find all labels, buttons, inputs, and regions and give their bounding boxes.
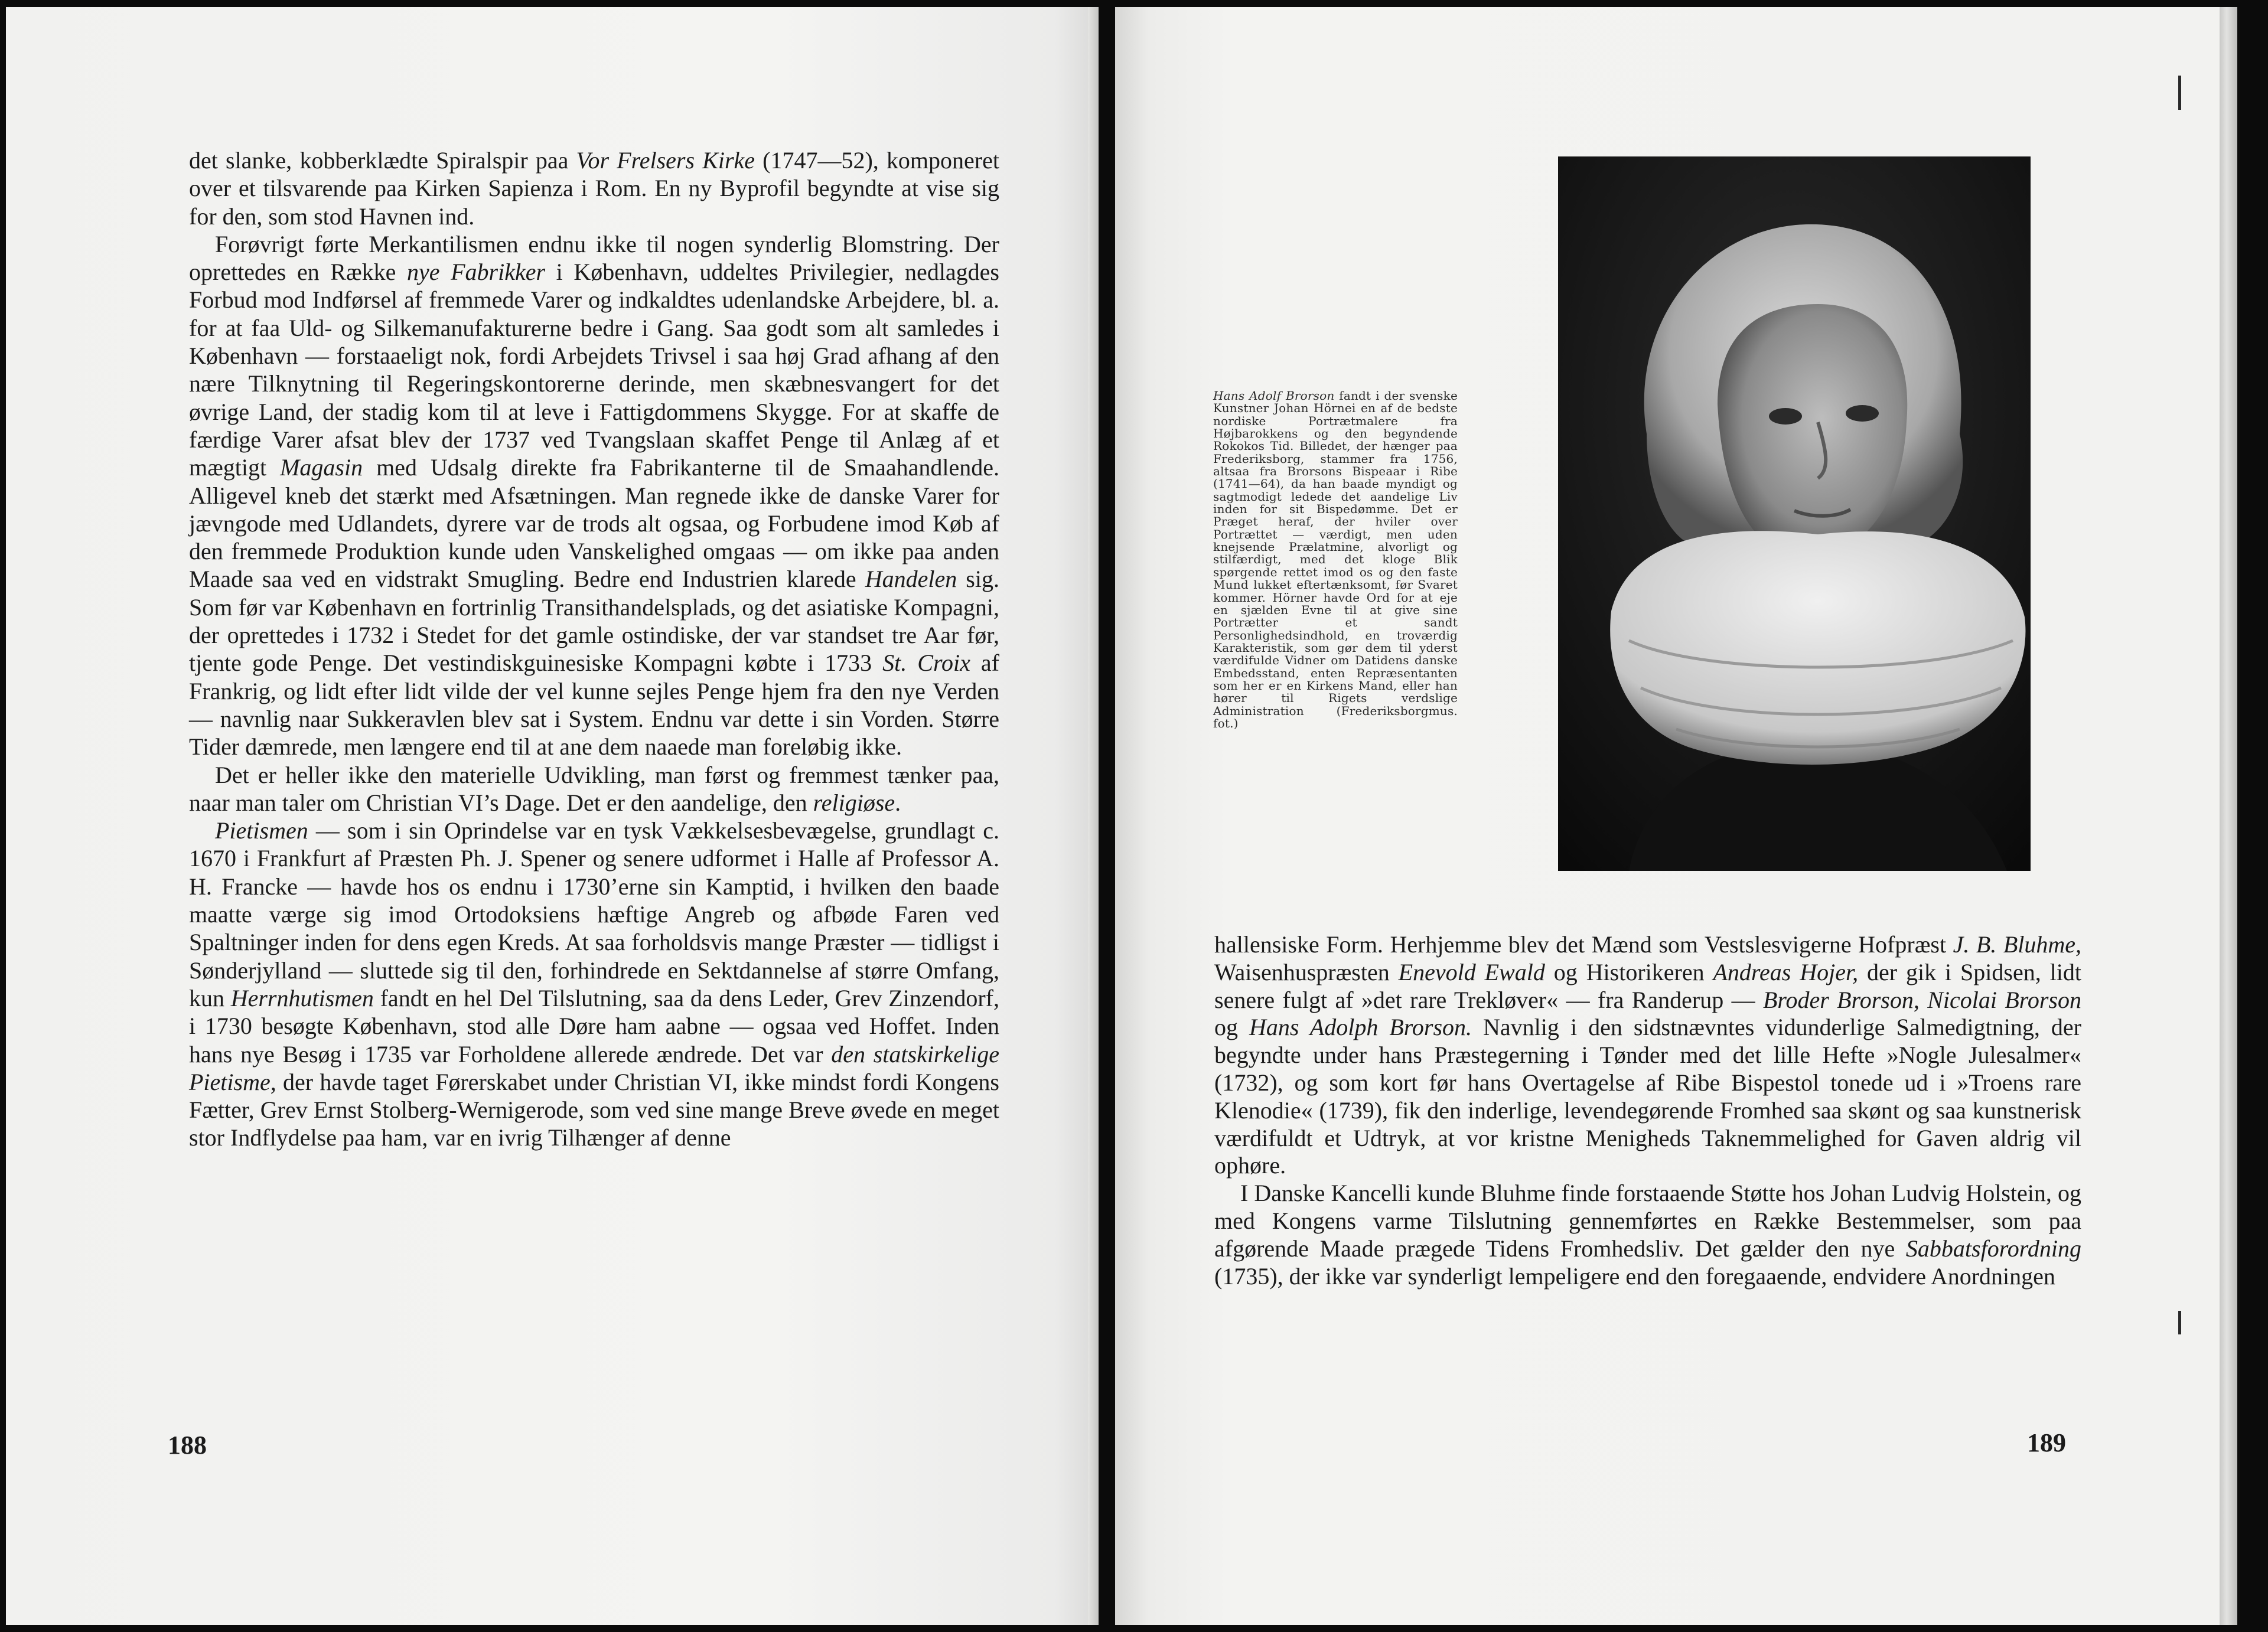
italic-text: religiøse <box>813 789 895 816</box>
italic-text: nye Fabrikker <box>407 259 546 286</box>
italic-text: Magasin <box>280 454 363 481</box>
right-page-body <box>1214 931 2081 1290</box>
page-number: 188 <box>168 1431 207 1460</box>
text-run: — som i sin Oprindelse var en tysk Vækkelsesbevægelse, grundlagt c. 1670 i Frankfurt af Præsten Ph. J. Spener og senere udformet i Halle af Professor A. H. Francke — havde hos os endnu i 1730’erne sin Kamptid, i hvilken den baade maatte værge sig imod Ortodoksiens hæftige Angreb og afbøde Faren ved Spaltninger inden for dens egen Kreds. At saa forholdsvis mange Præster — tidligst i Sønderjylland — sluttede sig til den, forhindrede en Sektdannelse af større Omfang, kun <box>189 817 999 1011</box>
text-run: der havde taget Førerskabet under Christian VI, ikke mindst fordi Kongens Fætter, Grev Ernst Stolberg-Wernigerode, som ved sine mange Breve øvede en meget stor Indflydelse paa ham, var en ivrig Tilhænger af denne <box>189 1068 999 1151</box>
text-run: (1735), der ikke var synderligt lempeligere end den foregaaende, endvidere Anordningen <box>1214 1262 2055 1290</box>
text-run: (1747—52), komponeret over et tilsvarende paa Kirken Sapienza i Rom. En ny Byprofil begyndte at vise sig for den, som stod Havnen ind. <box>189 147 999 230</box>
paragraph <box>189 230 999 761</box>
italic-text: Sabbatsforordning <box>1905 1235 2081 1262</box>
right-page <box>1115 7 2237 1625</box>
italic-text: Pietismen <box>215 817 308 844</box>
italic-text: Handelen <box>865 566 957 593</box>
portrait-photo <box>1558 156 2031 871</box>
margin-mark <box>2178 76 2181 110</box>
text-run: fandt i der svenske Kunstner Johan Hörnei en af de bedste nordiske Portrætmalere fra Højbarokkens og den begyndende Rokokos Tid. Billedet, der hænger paa Frederiksborg, stammer fra 1756, altsaa fra Brorsons Bispeaar i Ribe (1741—64), da han baade myndigt og sagtmodigt ledede det aandelige Liv inden for sit Bispedømme. Det er Præget heraf, der hviler over Portrættet — værdigt, men uden knejsende Prælatmine, alvorligt og stilfærdigt, med det kloge Blik spørgende rettet imod os og den faste Mund lukket eftertænksomt, før Svaret kommer. Hörner havde Ord for at eje en sjælden Evne til at give sine Portrætter et sandt Personlighedsindhold, en troværdig Karakteristik, som gør dem til yderst værdifulde Vidner om Datidens danske Embedsstand, enten Repræsentanten som her er en Kirkens Mand, eller han hører til Rigets verdslige Administration (Frederiksborgmus. fot.) <box>1213 389 1458 730</box>
paragraph <box>1214 1180 2081 1290</box>
text-run: af Frankrig, og lidt efter lidt vilde der vel kunne sejles Penge hjem fra den nye Verden — navnlig naar Sukkeravlen blev sat i System. Endnu var dette i sin Vorden. Større Tider dæmrede, men længere end til at ane dem naaede man foreløbig ikke. <box>189 649 999 760</box>
italic-text: Hans Adolf Brorson <box>1213 389 1335 403</box>
left-page-body <box>189 146 999 1152</box>
text-run: I Danske Kancelli kunde Bluhme finde forstaaende Støtte hos Johan Ludvig Holstein, og med Kongens varme Tilslutning gennemførtes en Række Bestemmelser, som paa afgørende Maade prægede Tidens Fromhedsliv. Det gælder den nye <box>1214 1180 2081 1262</box>
italic-text: den statskirkelige Pietisme, <box>189 1040 999 1095</box>
left-page <box>6 7 1099 1625</box>
page-edge <box>1088 7 1099 1625</box>
caption-text <box>1213 390 1458 730</box>
paragraph <box>189 146 999 230</box>
text-run: sig. Som før var København en fortrinlig Transithandelsplads, og det asiatiske Kompagni, der oprettedes i 1732 i Stedet for det gamle ostindiske, der var standset tre Aar før, tjente gode Penge. Det vestindiskguinesiske Kompagni købte i 1733 <box>189 566 999 677</box>
page-edge <box>2220 7 2237 1625</box>
text-run: det slanke, kobberklædte Spiralspir paa <box>189 147 576 174</box>
margin-mark <box>2178 1311 2181 1334</box>
italic-text: J. B. Bluhme, <box>1953 931 2082 958</box>
text-run: og <box>1214 1014 1250 1041</box>
paragraph <box>189 761 999 817</box>
italic-text: Broder Brorson, Nicolai Brorson <box>1762 986 2081 1013</box>
paragraph <box>1214 931 2081 1180</box>
text-run: Det er heller ikke den materielle Udvikling, man først og fremmest tænker paa, naar man taler om Christian VI’s Dage. Det er den aandelige, den <box>189 761 999 816</box>
text-run: fandt en hel Del Tilslutning, saa da dens Leder, Grev Zinzendorf, i 1730 besøgte København, stod alle Døre ham aabne — ogsaa ved Hoffet. Inden hans nye Besøg i 1735 var Forholdene allerede ændrede. Det var <box>189 984 1000 1068</box>
page-number: 189 <box>2027 1428 2066 1457</box>
text-run: . <box>895 789 901 816</box>
text-run: Waisenhuspræsten <box>1214 958 1399 985</box>
italic-text: Vor Frelsers Kirke <box>576 147 755 174</box>
italic-text: Enevold Ewald <box>1398 958 1545 985</box>
text-run: Navnlig i den sidstnævntes vidunderlige Salmedigtning, der begyndte under hans Præstegerning i Tønder med det lille Hefte »Nogle Julesalmer« (1732), og som kort før hans Overtagelse af Ribe Bispestol tonede ud i »Troens rare Klenodie« (1739), fik den inderlige, levendegørende Fromhed saa skønt og saa kunstnerisk værdifuldt et Udtryk, at vor kristne Menigheds Taknemmelighed for Gaven aldrig vil ophøre. <box>1214 1014 2081 1179</box>
paragraph <box>189 817 999 1152</box>
italic-text: Andreas Hojer, <box>1713 958 1859 985</box>
italic-text: Herrnhutismen <box>230 984 374 1011</box>
text-run: og Historikeren <box>1544 958 1713 985</box>
italic-text: Hans Adolph Brorson. <box>1249 1014 1472 1041</box>
text-run: der gik i Spidsen, lidt senere fulgt af »det rare Trekløver« — fra Randerup — <box>1214 958 2081 1013</box>
portrait-image <box>1558 156 2031 871</box>
portrait-caption <box>1213 390 1458 730</box>
text-run: med Udsalg direkte fra Fabrikanterne til de Smaahandlende. Alligevel kneb det stærkt med Afsætningen. Man regnede ikke de danske Varer for jævngode med Udlandets, dyrere var de trods alt ogsaa, og Forbudene imod Køb af den fremmede Produktion kunde uden Vanskelighed omgaas — om ikke paa anden Maade saa ved en vidstrakt Smugling. Bedre end Industrien klarede <box>189 454 999 593</box>
text-run: Forøvrigt førte Merkantilismen endnu ikke til nogen synderlig Blomstring. Der oprettedes en Række <box>189 230 999 286</box>
text-run: hallensiske Form. Herhjemme blev det Mænd som Vestslesvigerne Hofpræst <box>1214 931 1953 958</box>
text-run: i København, uddeltes Privilegier, nedlagdes Forbud mod Indførsel af fremmede Varer og indkaldtes udenlandske Arbejdere, bl. a. for at faa Uld- og Silkemanufakturerne bedre i Gang. Saa godt som alt samledes i København — forstaaeligt nok, fordi Arbejdets Trivsel i saa høj Grad afhang af den nære Tilknytning til Regeringskontorerne derinde, men skæbnesvangert for det øvrige Land, der stadig kom til at leve i Fattigdommens Skygge. For at skaffe de færdige Varer afsat blev der 1737 ved Tvangslaan skaffet Penge til Anlæg af et mægtigt <box>189 259 1000 481</box>
italic-text: St. Croix <box>882 649 970 677</box>
